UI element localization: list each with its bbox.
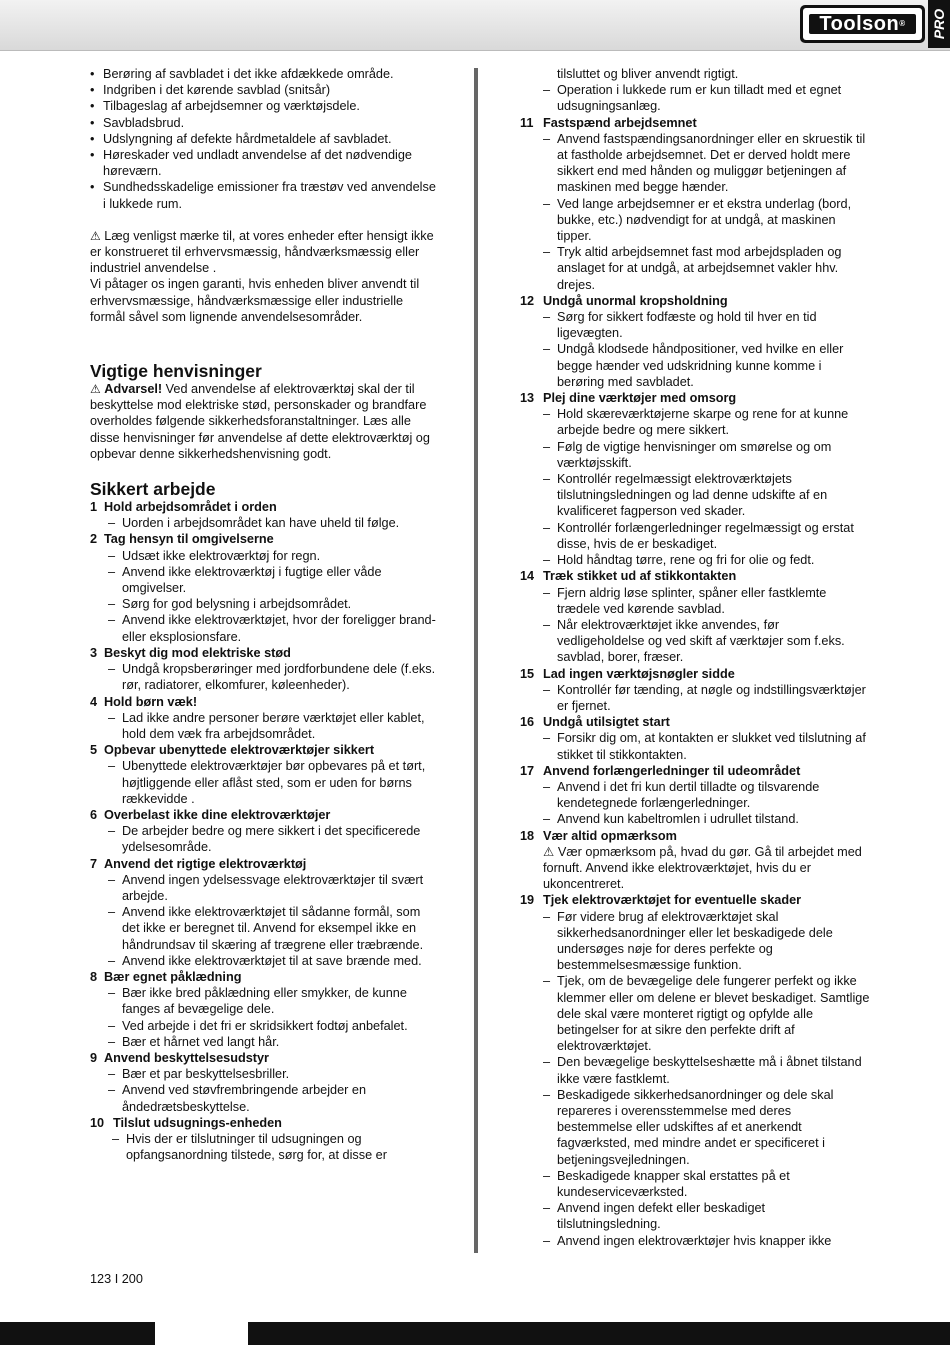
list-item: – Før videre brug af elektroværktøjet skal sikkerhedsanordninger eller let beskadigede dele undersøges nøje for deres perfekte og bestemmelsesmæssige funktion. xyxy=(520,909,870,974)
section-number: 12 xyxy=(520,293,535,308)
list-item: – De arbejder bedre og mere sikkert i det specificerede ydelsesområde. xyxy=(90,823,440,855)
section-title-text: Lad ingen værktøjsnøgler sidde xyxy=(543,666,735,681)
section-title xyxy=(520,828,870,844)
section-title xyxy=(520,763,870,779)
list-item: – Hvis der er tilslutninger til udsugningen og opfangsanordning tilstede, sørg for, at disse er xyxy=(90,1131,440,1163)
list-item: • Indgriben i det kørende savblad (snitsår) xyxy=(90,82,440,98)
list-item: – Sørg for sikkert fodfæste og hold til hver en tid ligevægten. xyxy=(520,309,870,341)
section-title-text: Tag hensyn til omgivelserne xyxy=(104,532,274,547)
pro-tab xyxy=(928,0,950,48)
section-number: 3 xyxy=(90,645,98,660)
list-item: – Ubenyttede elektroværktøjer bør opbevares på et tørt, højtliggende eller aflåst sted, som er uden for børns rækkevidde . xyxy=(90,758,440,807)
list-item: – Sørg for god belysning i arbejdsområdet. xyxy=(90,596,440,612)
list-item: • Udslyngning af defekte hårdmetaldele af savbladet. xyxy=(90,131,440,147)
list-item: – Tryk altid arbejdsemnet fast mod arbejdspladen og anslaget for at undgå, at arbejdsemnet vakler hhv. drejes. xyxy=(520,244,870,293)
section-title-text: Vær altid opmærksom xyxy=(543,828,677,843)
list-item: – Lad ikke andre personer berøre værktøjet eller kablet, hold dem væk fra arbejdsområdet. xyxy=(90,710,440,742)
list-item: – Anvend ikke elektroværktøjet til at save brænde med. xyxy=(90,953,440,969)
list-item: – Hold skæreværktøjerne skarpe og rene for at kunne arbejde bedre og mere sikkert. xyxy=(520,406,870,438)
list-item: – Ved lange arbejdsemner er et ekstra underlag (bord, bukke, etc.) nødvendigt for at undgå, at maskinen tipper. xyxy=(520,196,870,245)
list-item: – Uorden i arbejdsområdet kan have uheld til følge. xyxy=(90,515,440,531)
section-title-text: Undgå unormal kropsholdning xyxy=(543,293,728,308)
section-title xyxy=(90,531,440,547)
section-title xyxy=(520,892,870,908)
list-item: – Følg de vigtige henvisninger om smørelse og om værktøjsskift. xyxy=(520,439,870,471)
list-item: – Bær et hårnet ved langt hår. xyxy=(90,1034,440,1050)
list-item: • Savbladsbrud. xyxy=(90,115,440,131)
list-item: – Anvend ingen defekt eller beskadiget tilslutningsledning. xyxy=(520,1200,870,1232)
list-item: – Fjern aldrig løse splinter, spåner eller fastklemte trædele ved kørende savblad. xyxy=(520,585,870,617)
warning-icon: ⚠ xyxy=(543,844,558,859)
list-item: – Når elektroværktøjet ikke anvendes, før vedligeholdelse og ved skift af værktøjer som f.eks. savblad, borer, fræser. xyxy=(520,617,870,666)
list-item: – Anvend i det fri kun dertil tilladte og tilsvarende kendetegnede forlængerledninger. xyxy=(520,779,870,811)
section-number: 4 xyxy=(90,694,98,709)
list-item: – Beskadigede knapper skal erstattes på et kundeserviceværksted. xyxy=(520,1168,870,1200)
list-item: • Berøring af savbladet i det ikke afdækkede område. xyxy=(90,66,440,82)
section-title-text: Anvend forlængerledninger til udeområdet xyxy=(543,763,801,778)
section-title-text: Hold børn væk! xyxy=(104,694,198,709)
list-item: – Ved arbejde i det fri er skridsikkert fodtøj anbefalet. xyxy=(90,1018,440,1034)
list-item: – Bær et par beskyttelsesbriller. xyxy=(90,1066,440,1082)
list-item: – Kontrollér forlængerledninger regelmæssigt og erstat disse, hvis de er beskadiget. xyxy=(520,520,870,552)
section-title xyxy=(90,645,440,661)
section-number: 10 xyxy=(90,1115,105,1130)
list-item: – Kontrollér regelmæssigt elektroværktøjets tilslutningsledningen og lad denne udskifte af en kvalificeret fagperson ved skader. xyxy=(520,471,870,520)
left-sections xyxy=(90,499,440,1163)
section-title-text: Anvend beskyttelsesudstyr xyxy=(104,1050,269,1065)
section-paragraph-text: Vær opmærksom på, hvad du gør. Gå til arbejdet med fornuft. Anvend ikke elektroværktøjet, hvis du er ukoncentreret. xyxy=(543,844,862,892)
section-number: 8 xyxy=(90,969,98,984)
section-number: 11 xyxy=(520,115,534,130)
section-number: 18 xyxy=(520,828,535,843)
page-number: 123 I 200 xyxy=(90,1272,143,1286)
section-title-text: Anvend det rigtige elektroværktøj xyxy=(104,856,307,871)
section-number: 13 xyxy=(520,391,535,406)
hazard-bullet-list xyxy=(90,66,440,212)
continued-text: tilsluttet og bliver anvendt rigtigt. xyxy=(557,67,739,81)
list-item: • Sundhedsskadelige emissioner fra træstøv ved anvendelse i lukkede rum. xyxy=(90,179,440,211)
section-number: 7 xyxy=(90,856,98,871)
pro-label: PRO xyxy=(931,8,947,40)
warning-icon: ⚠ xyxy=(90,228,101,243)
warning-icon: ⚠ xyxy=(90,382,101,397)
list-item: – Udsæt ikke elektroværktøj for regn. xyxy=(90,548,440,564)
right-sections xyxy=(520,115,870,1249)
footer-bar xyxy=(0,1322,950,1345)
section-title xyxy=(520,568,870,584)
section-title-text: Bær egnet påklædning xyxy=(104,969,242,984)
logo-frame xyxy=(803,8,922,40)
list-item: – Tjek, om de bevægelige dele fungerer perfekt og ikke klemmer eller om delene er blevet beskadiget. Samtlige dele skal være monteret rigtigt og opfylde alle betingelser for at sikre den perfekte drift af elektroværktøjet. xyxy=(520,973,870,1054)
section-number: 5 xyxy=(90,743,98,758)
right-column xyxy=(520,66,870,1249)
list-item: – Beskadigede sikkerhedsanordninger og dele skal repareres i overensstemmelse med deres bestemmelse eller udskiftes af et anerkendt fagværksted, med mindre andet er specificeret i betjeningsvejledningen. xyxy=(520,1087,870,1168)
section-title-text: Fastspænd arbejdsemnet xyxy=(543,115,697,130)
section-title-text: Tjek elektroværktøjet for eventuelle skader xyxy=(543,893,802,908)
footer-gap xyxy=(155,1322,248,1345)
section-number: 1 xyxy=(90,500,98,515)
section-title xyxy=(90,807,440,823)
section-title-text: Opbevar ubenyttede elektroværktøjer sikkert xyxy=(104,743,375,758)
section-title-text: Hold arbejdsområdet i orden xyxy=(104,500,277,515)
warning-paragraph: ⚠ Advarsel! Ved anvendelse af elektroværktøj skal der til beskyttelse mod elektriske stød, personskader og brandfare overholdes følgende sikkerhedsforanstaltninger. Læs alle disse henvisninger før anvendelse af dette elektroværktøj og opbevar denne sikkerhedshenvisning godt. xyxy=(90,382,430,461)
section-number: 14 xyxy=(520,569,535,584)
section-title xyxy=(90,1115,440,1131)
section-number: 15 xyxy=(520,666,535,681)
section-title xyxy=(90,694,440,710)
list-item: • Høreskader ved undladt anvendelse af det nødvendige høreværn. xyxy=(90,147,440,179)
list-item: – Anvend kun kabeltromlen i udrullet tilstand. xyxy=(520,811,870,827)
logo-text: Toolson® xyxy=(809,14,916,34)
section-number: 9 xyxy=(90,1050,98,1065)
list-item: – Kontrollér før tænding, at nøgle og indstillingsværktøjer er fjernet. xyxy=(520,682,870,714)
heading-important-notes: Vigtige henvisninger xyxy=(90,361,262,382)
section-title-text: Tilslut udsugnings-enheden xyxy=(113,1115,282,1130)
list-item: – Undgå kropsberøringer med jordforbundene dele (f.eks. rør, radiatorer, elkomfurer, køleenheder). xyxy=(90,661,440,693)
list-item: – Undgå klodsede håndpositioner, ved hvilke en eller begge hænder ved udskridning kunne komme i berøring med savbladet. xyxy=(520,341,870,390)
list-item: – Bær ikke bred påklædning eller smykker, de kunne fanges af bevægelige dele. xyxy=(90,985,440,1017)
list-item: – Anvend ved støvfrembringende arbejder en åndedrætsbeskyttelse. xyxy=(90,1082,440,1114)
list-item: – Anvend ikke elektroværktøj i fugtige eller våde omgivelser. xyxy=(90,564,440,596)
section-title-text: Overbelast ikke dine elektroværktøjer xyxy=(104,807,331,822)
section-title xyxy=(520,115,870,131)
left-column xyxy=(90,66,440,1163)
section-title xyxy=(520,666,870,682)
section-title xyxy=(520,293,870,309)
list-item: – Anvend ikke elektroværktøjet til sådanne formål, som det ikke er beregnet til. Anvend for eksempel ikke en håndrundsav til skæring af trægrene eller træbrænde. xyxy=(90,904,440,953)
section-title xyxy=(90,499,440,515)
section-paragraph xyxy=(520,844,870,893)
section-title xyxy=(520,390,870,406)
section-title-text: Beskyt dig mod elektriske stød xyxy=(104,645,291,660)
section-title-text: Træk stikket ud af stikkontakten xyxy=(543,569,737,584)
list-item: – Forsikr dig om, at kontakten er slukket ved tilslutning af stikket til stikkontakten. xyxy=(520,730,870,762)
section-title-text: Undgå utilsigtet start xyxy=(543,715,670,730)
section-number: 16 xyxy=(520,715,535,730)
section-title xyxy=(90,969,440,985)
list-item: – Anvend ingen ydelsessvage elektroværktøjer til svært arbejde. xyxy=(90,872,440,904)
list-item: – Hold håndtag tørre, rene og fri for olie og fedt. xyxy=(520,552,870,568)
list-item: – Operation i lukkede rum er kun tilladt med et egnet udsugningsanlæg. xyxy=(520,82,870,114)
section-title xyxy=(90,1050,440,1066)
section-number: 2 xyxy=(90,532,98,547)
section-number: 6 xyxy=(90,807,98,822)
section-number: 19 xyxy=(520,893,535,908)
column-divider xyxy=(474,68,478,1253)
section-title xyxy=(520,714,870,730)
list-item: – Anvend ingen elektroværktøjer hvis knapper ikke xyxy=(520,1233,870,1249)
section-title-text: Plej dine værktøjer med omsorg xyxy=(543,391,737,406)
toolson-logo xyxy=(800,5,925,43)
list-item: – Anvend ikke elektroværktøjet, hvor der foreligger brand- eller eksplosionsfare. xyxy=(90,612,440,644)
section-number: 17 xyxy=(520,763,535,778)
guarantee-paragraph: Vi påtager os ingen garanti, hvis enheden bliver anvendt til erhvervsmæssige, håndværksmæssige eller industrielle formål såvel som lignende anvendelsesområder. xyxy=(90,277,420,324)
section-title xyxy=(90,742,440,758)
list-item: • Tilbageslag af arbejdsemner og værktøjsdele. xyxy=(90,98,440,114)
section-title xyxy=(90,856,440,872)
heading-safe-work: Sikkert arbejde xyxy=(90,479,216,500)
list-item: – Den bevægelige beskyttelseshætte må i åbnet tilstand ikke være fastklemt. xyxy=(520,1054,870,1086)
notice-paragraph: ⚠ Læg venligst mærke til, at vores enheder efter hensigt ikke er konstrueret til erhvervsmæssig, håndværksmæssig eller industriel anvendelse . xyxy=(90,228,434,276)
list-item: – Anvend fastspændingsanordninger eller en skruestik til at fastholde arbejdsemnet. Det er derved holdt mere sikkert end med hånden og muliggør betjeningen af maskinen med begge hænder. xyxy=(520,131,870,196)
